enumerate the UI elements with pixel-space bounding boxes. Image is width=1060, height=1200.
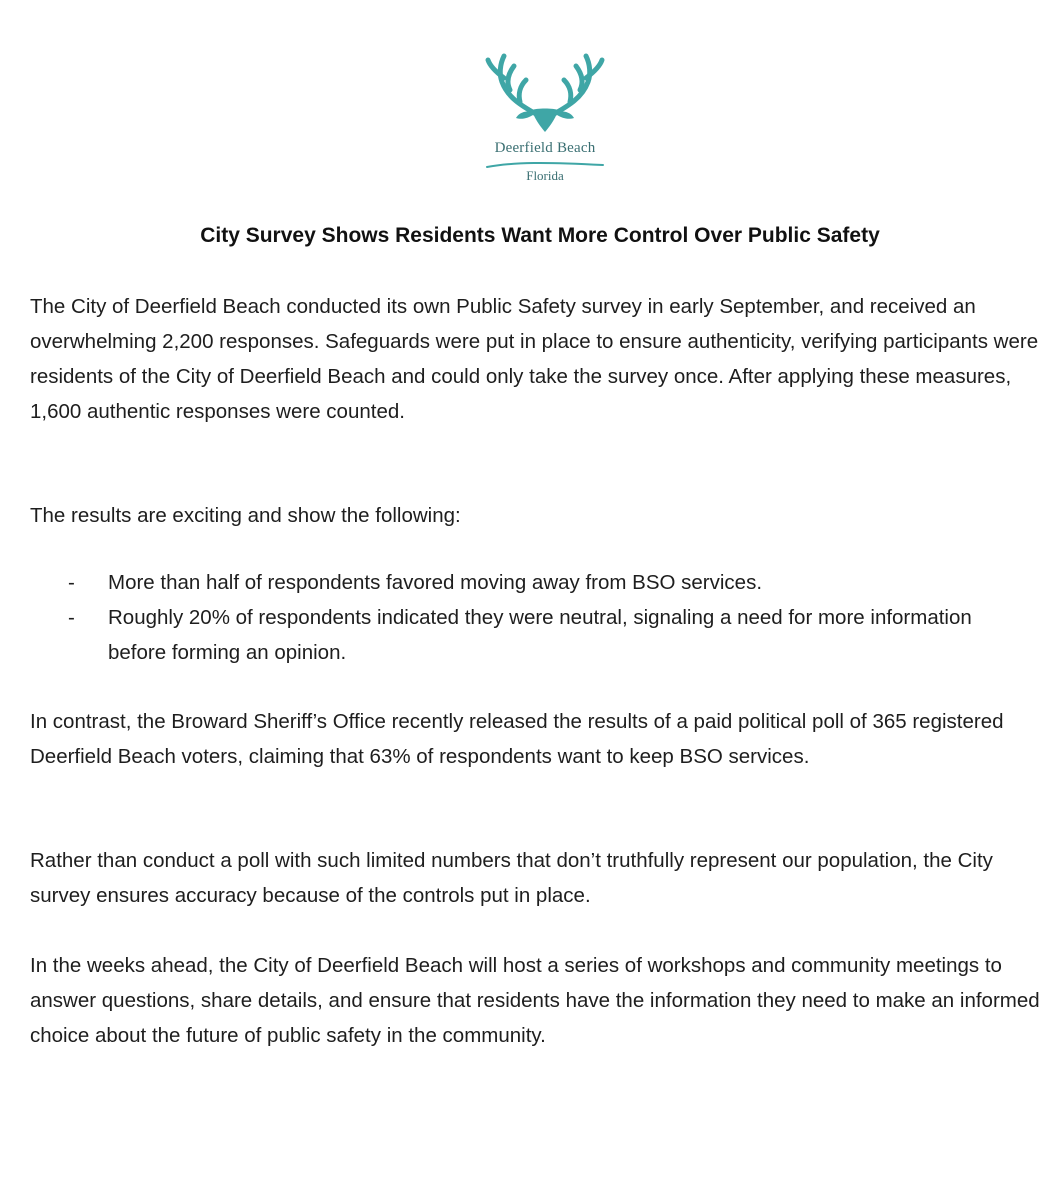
results-intro-paragraph: The results are exciting and show the following: (30, 504, 461, 527)
city-logo (470, 48, 620, 193)
bullet-marker: - (68, 606, 75, 629)
contrast-paragraph: In contrast, the Broward Sheriff’s Office recently released the results of a paid political poll of 365 registered Deerfield Beach voters, claiming that 63% of respondents want to keep BSO services. (30, 710, 1004, 768)
bullet-marker: - (68, 571, 75, 594)
intro-paragraph: The City of Deerfield Beach conducted its own Public Safety survey in early September, and received an overwhelming 2,200 responses. Safeguards were put in place to ensure authenticity, verifying participants were residents of the City of Deerfield Beach and could only take the survey once. After applying these measures, 1,600 authentic responses were counted. (30, 295, 1039, 423)
deer-antlers-icon (470, 48, 620, 138)
list-item (68, 600, 1028, 670)
logo-city-name: Deerfield Beach (494, 140, 596, 156)
accuracy-paragraph: Rather than conduct a poll with such limited numbers that don’t truthfully represent our population, the City survey ensures accuracy because of the controls put in place. (30, 849, 993, 907)
page-title: City Survey Shows Residents Want More Control Over Public Safety (200, 224, 880, 247)
list-item-text: Roughly 20% of respondents indicated they were neutral, signaling a need for more information before forming an opinion. (108, 606, 972, 664)
results-list (68, 565, 1028, 670)
list-item-text: More than half of respondents favored moving away from BSO services. (108, 571, 763, 594)
next-steps-paragraph: In the weeks ahead, the City of Deerfield Beach will host a series of workshops and community meetings to answer questions, share details, and ensure that residents have the information they need to make an informed choice about the future of public safety in the community. (30, 954, 1040, 1047)
list-item (68, 565, 1028, 600)
logo-state-name: Florida (526, 168, 564, 183)
